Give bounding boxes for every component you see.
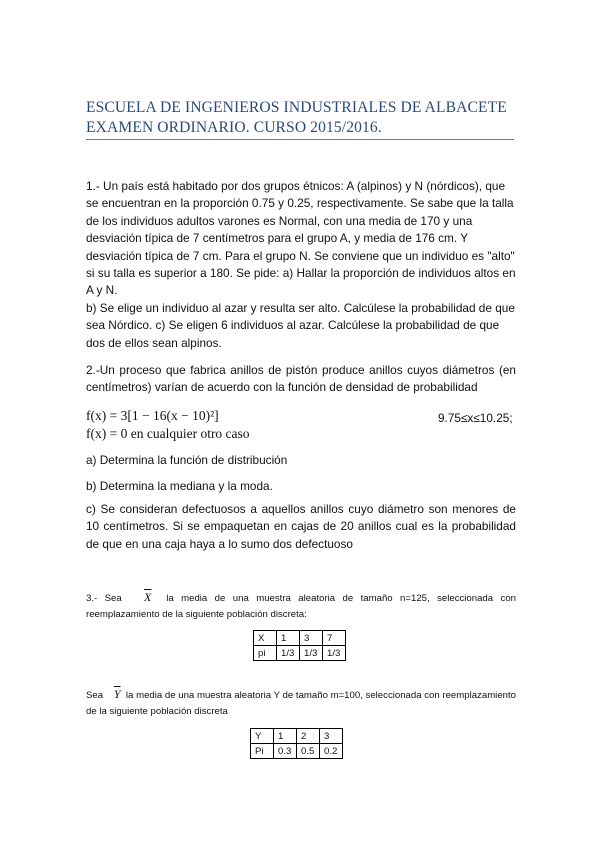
question-2-part-a: a) Determina la función de distribución [86,453,288,467]
question-3-prefix: 3.- Sea [86,593,122,604]
question-2-part-c: c) Se consideran defectuosos a aquellos anillos cuyo diámetro son menores de 10 centímetros. Si se empaquetan en cajas de 20 anillos cual es la probabilidad de que en una caja haya a lo sumo dos defectuoso [86,502,516,551]
header-line-2: EXAMEN ORDINARIO. CURSO 2015/2016. [86,119,382,136]
question-1 [86,178,516,352]
question-4 [86,686,516,720]
table-cell: 3 [320,729,343,744]
density-range: 9.75≤x≤10.25; [438,411,513,425]
question-4-text: la media de una muestra aleatoria Y de tamaño m=100, seleccionada con reemplazamiento de la siguiente población discreta [86,690,516,717]
question-3 [86,589,516,623]
table-cell: Pi [251,744,274,759]
table-cell: Y [251,729,274,744]
question-1-text: 1.- Un país está habitado por dos grupos étnicos: A (alpinos) y N (nórdicos), que se encuentran en la proporción 0.75 y 0.25, respectivamente. Se sabe que la talla de los individuos adultos varones es Normal, con una media de 170 y una desviación típica de 7 centímetros para el grupo A, y media de 176 cm. Y desviación típica de 7 cm. Para el grupo N. Se conviene que un individuo es "alto" si su talla es superior a 180. Se pide: a) Hallar la proporción de individuos altos en A y N. [86,179,516,298]
question-2-intro: 2.-Un proceso que fabrica anillos de pistón produce anillos cuyos diámetros (en centímetros) varían de acuerdo con la función de densidad de probabilidad [86,363,516,395]
table-cell: pi [254,646,277,661]
header-line-1: ESCUELA DE INGENIEROS INDUSTRIALES DE ALBACETE [86,99,507,116]
table-cell: X [254,631,277,646]
density-equation-1: f(x) = 3[1 − 16(x − 10)²] [86,408,219,423]
population-x-table [253,630,346,661]
table-cell: 7 [323,631,346,646]
table-cell: 1/3 [277,646,300,661]
table-cell: 0.2 [320,744,343,759]
table-row [251,729,343,744]
table-cell: 0.5 [297,744,320,759]
question-3-text: la media de una muestra aleatoria de tamaño n=125, seleccionada con reemplazamiento de la siguiente población discreta: [86,593,517,620]
sample-mean-x-symbol: $\overline{X}$ [144,590,152,604]
sample-mean-y-symbol: $\overline{Y}$ [113,687,121,701]
table-row [251,744,343,759]
table-row [254,646,346,661]
density-equation-2: f(x) = 0 en cualquier otro caso [86,426,250,441]
table-row [254,631,346,646]
table-cell: 1 [277,631,300,646]
population-y-table [250,728,343,759]
table-cell: 1/3 [323,646,346,661]
question-4-prefix: Sea [86,690,104,701]
table-cell: 1 [274,729,297,744]
table-cell: 0.3 [274,744,297,759]
table-cell: 3 [300,631,323,646]
exam-header [86,98,514,138]
header-divider [86,139,514,140]
table-cell: 2 [297,729,320,744]
table-cell: 1/3 [300,646,323,661]
question-1-parts-bc: b) Se elige un individuo al azar y resulta ser alto. Calcúlese la probabilidad de que sea Nórdico. c) Se eligen 6 individuos al azar. Calcúlese la probabilidad de que dos de ellos sean alpinos. [86,300,515,350]
question-2-part-b: b) Determina la mediana y la moda. [86,479,273,493]
